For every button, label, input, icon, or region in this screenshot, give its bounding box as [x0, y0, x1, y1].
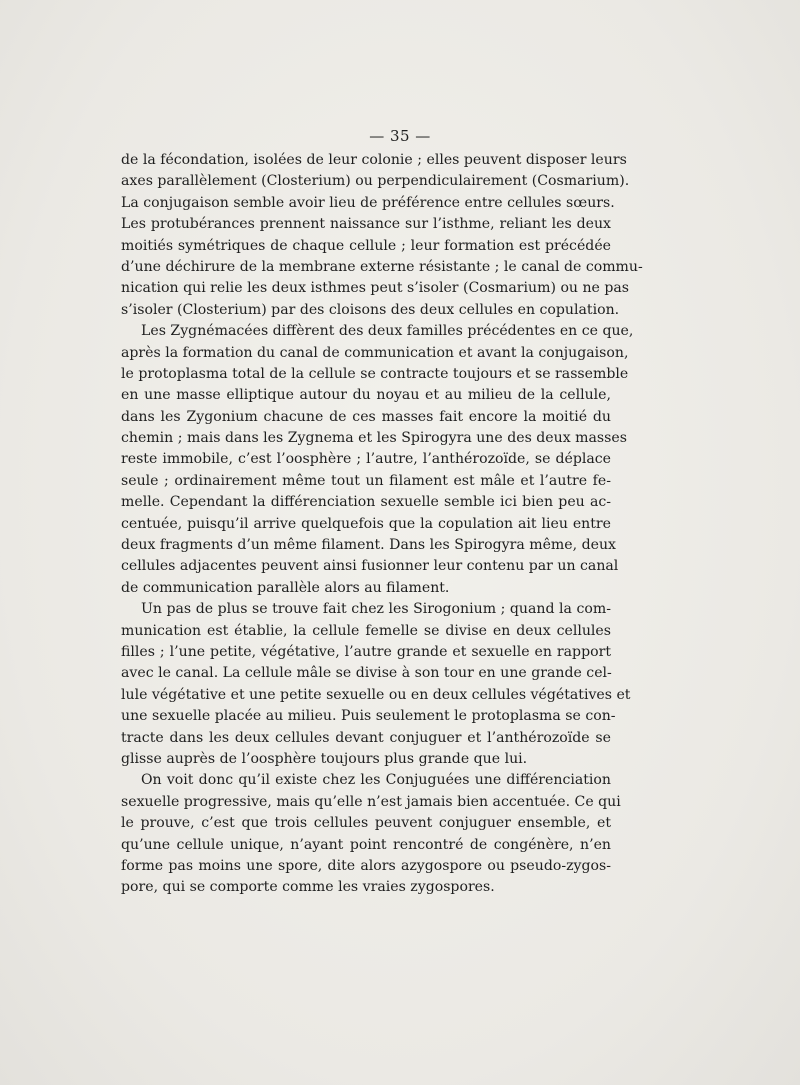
text-line: avec le canal. La cellule mâle se divise à son tour en une grande cel-: [121, 665, 612, 682]
text-line: Les Zygnémacées diffèrent des deux familles précédentes en ce que,: [141, 323, 634, 340]
paragraph-2: [121, 321, 634, 599]
text-line: dans les Zygonium chacune de ces masses fait encore la moitié du: [121, 408, 611, 425]
text-line: cellules adjacentes peuvent ainsi fusionner leur contenu par un canal: [121, 558, 619, 575]
text-line: d’une déchirure de la membrane externe résistante ; le canal de commu-: [121, 258, 643, 275]
text-line: tracte dans les deux cellules devant conjuguer et l’anthérozoïde se: [121, 729, 611, 746]
text-line: pore, qui se comporte comme les vraies zygospores.: [121, 879, 495, 896]
text-line: axes parallèlement (Closterium) ou perpendiculairement (Cosmarium).: [121, 173, 630, 190]
page-number: — 35 —: [369, 127, 431, 145]
paragraph-4: [121, 770, 621, 898]
body-text: [121, 150, 643, 899]
text-line: de la fécondation, isolées de leur colonie ; elles peuvent disposer leurs: [121, 152, 627, 168]
text-line: le prouve, c’est que trois cellules peuvent conjuguer ensemble, et: [121, 815, 611, 832]
text-line: seule ; ordinairement même tout un filament est mâle et l’autre fe-: [121, 472, 611, 489]
text-line: chemin ; mais dans les Zygnema et les Spirogyra une des deux masses: [121, 430, 627, 447]
text-line: lule végétative et une petite sexuelle ou en deux cellules végétatives et: [121, 686, 631, 703]
paragraph-3: [121, 599, 631, 770]
text-line: forme pas moins une spore, dite alors azygospore ou pseudo-zygos-: [121, 857, 611, 874]
text-line: La conjugaison semble avoir lieu de préférence entre cellules sœurs.: [121, 194, 615, 211]
text-line: deux fragments d’un même filament. Dans les Spirogyra même, deux: [121, 537, 616, 554]
text-line: sexuelle progressive, mais qu’elle n’est jamais bien accentuée. Ce qui: [121, 793, 621, 810]
text-line: après la formation du canal de communication et avant la conjugaison,: [121, 344, 629, 361]
text-line: melle. Cependant la différenciation sexuelle semble ici bien peu ac-: [121, 494, 611, 511]
text-line: Les protubérances prennent naissance sur l’isthme, reliant les deux: [121, 216, 611, 233]
text-line: de communication parallèle alors au filament.: [121, 579, 450, 596]
text-line: s’isoler (Closterium) par des cloisons des deux cellules en copulation.: [121, 301, 620, 318]
text-line: filles ; l’une petite, végétative, l’autre grande et sexuelle en rapport: [121, 643, 611, 660]
text-line: en une masse elliptique autour du noyau et au milieu de la cellule,: [121, 387, 611, 404]
text-line: nication qui relie les deux isthmes peut s’isoler (Cosmarium) ou ne pas: [121, 280, 630, 297]
text-line: centuée, puisqu’il arrive quelquefois que la copulation ait lieu entre: [121, 515, 611, 532]
text-line: une sexuelle placée au milieu. Puis seulement le protoplasma se con-: [121, 708, 616, 725]
text-line: Un pas de plus se trouve fait chez les Sirogonium ; quand la com-: [141, 601, 611, 618]
text-line: munication est établie, la cellule femelle se divise en deux cellules: [121, 622, 611, 639]
text-line: qu’une cellule unique, n’ayant point rencontré de congénère, n’en: [121, 836, 611, 853]
text-line: reste immobile, c’est l’oosphère ; l’autre, l’anthérozoïde, se déplace: [121, 451, 611, 468]
text-line: On voit donc qu’il existe chez les Conjuguées une différenciation: [141, 772, 611, 789]
paragraph-1: [121, 150, 643, 321]
text-line: le protoplasma total de la cellule se contracte toujours et se rassemble: [121, 365, 629, 382]
text-line: glisse auprès de l’oosphère toujours plus grande que lui.: [121, 750, 528, 767]
text-line: moitiés symétriques de chaque cellule ; leur formation est précédée: [121, 237, 611, 254]
